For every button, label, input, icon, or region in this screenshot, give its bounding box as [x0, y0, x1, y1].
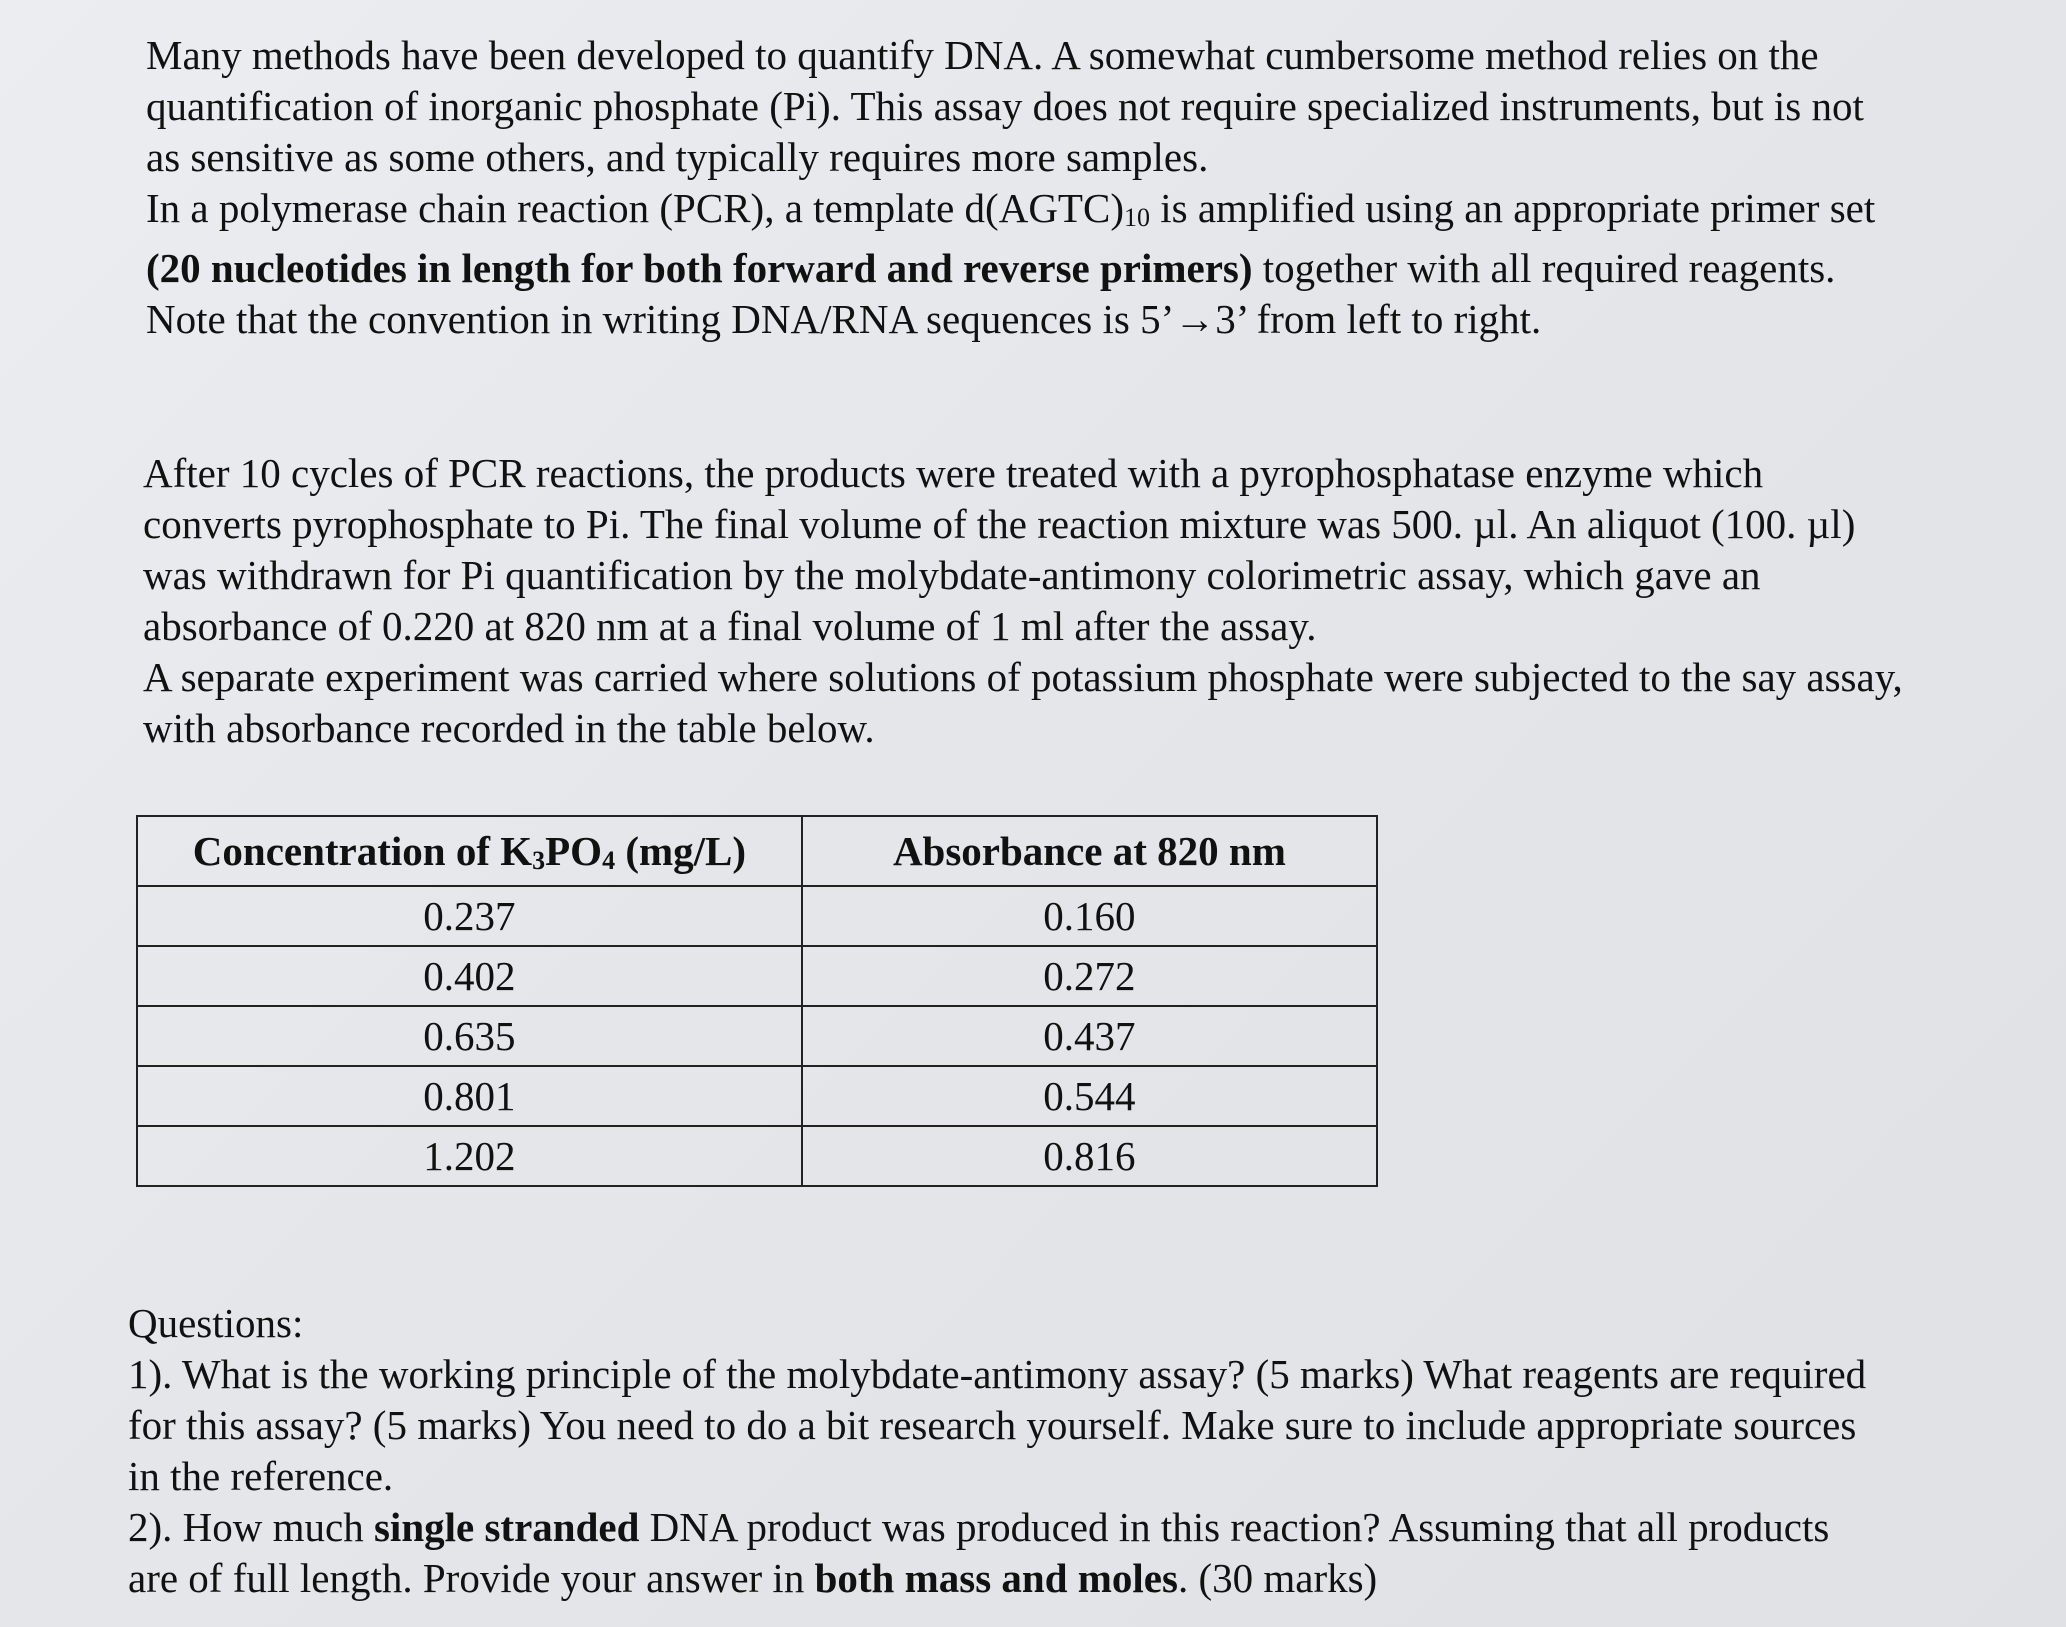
header-concentration: Concentration of $K_3PO_4$ (mg/L) [137, 816, 802, 886]
questions-section [128, 1298, 1888, 1604]
experiment-paragraph [143, 448, 1903, 754]
question-2a: 2). How much [128, 1504, 374, 1550]
intro-text-2b: is amplified using an appropriate primer set [1149, 185, 1876, 231]
concentration-cell: 1.202 [137, 1126, 802, 1186]
header-absorbance: Absorbance at 820 nm [802, 816, 1377, 886]
table-row [137, 1066, 1377, 1126]
q2-bold-single-stranded: single stranded [373, 1504, 640, 1550]
experiment-text-2: A separate experiment was carried where solutions of potassium phosphate were subjected to the say assay, with absorbance recorded in the table below. [143, 654, 1903, 751]
absorbance-cell: 0.437 [802, 1006, 1377, 1066]
intro-paragraph [146, 30, 1886, 345]
question-2b: DNA product was produced in this reaction? Assuming that all products are of full length. Provide your answer in [128, 1504, 1830, 1601]
question-1: 1). What is the working principle of the molybdate-antimony assay? (5 marks) What reagents are required for this assay? (5 marks) You need to do a bit research yourself. Make sure to include appropriate sources in the reference. [128, 1351, 1867, 1499]
question-2c: . (30 marks) [1177, 1555, 1378, 1601]
absorbance-cell: 0.272 [802, 946, 1377, 1006]
q2-bold-mass-moles: both mass and moles [814, 1555, 1178, 1601]
experiment-text-1: After 10 cycles of PCR reactions, the products were treated with a pyrophosphatase enzyme which converts pyrophosphate to Pi. The final volume of the reaction mixture was 500. µl. An aliquot (100. µl) was withdrawn for Pi quantification by the molybdate-antimony colorimetric assay, which gave an absorbance of 0.220 at 820 nm at a final volume of 1 ml after the assay. [143, 450, 1856, 649]
primer-bold-text: (20 nucleotides in length for both forward and reverse primers) [146, 245, 1253, 291]
concentration-cell: 0.237 [137, 886, 802, 946]
calibration-table-wrapper [136, 815, 1378, 1187]
absorbance-cell: 0.160 [802, 886, 1377, 946]
intro-text-1: Many methods have been developed to quantify DNA. A somewhat cumbersome method relies on the quantification of inorganic phosphate (Pi). This assay does not require specialized instruments, but is not as sensitive as some others, and typically requires more samples. [146, 32, 1864, 180]
intro-text-2c: together with all required reagents. Note that the convention in writing DNA/RNA sequences is 5’→3’ from left to right. [146, 245, 1836, 342]
table-row [137, 886, 1377, 946]
absorbance-cell: 0.816 [802, 1126, 1377, 1186]
table-header-row [137, 816, 1377, 886]
template-subscript: 10 [1123, 203, 1150, 232]
intro-text-2a: In a polymerase chain reaction (PCR), a template d(AGTC) [146, 185, 1124, 231]
concentration-cell: 0.801 [137, 1066, 802, 1126]
questions-heading: Questions: [128, 1300, 304, 1346]
concentration-cell: 0.635 [137, 1006, 802, 1066]
table-row [137, 1126, 1377, 1186]
calibration-table [136, 815, 1378, 1187]
absorbance-cell: 0.544 [802, 1066, 1377, 1126]
concentration-cell: 0.402 [137, 946, 802, 1006]
table-row [137, 1006, 1377, 1066]
table-row [137, 946, 1377, 1006]
